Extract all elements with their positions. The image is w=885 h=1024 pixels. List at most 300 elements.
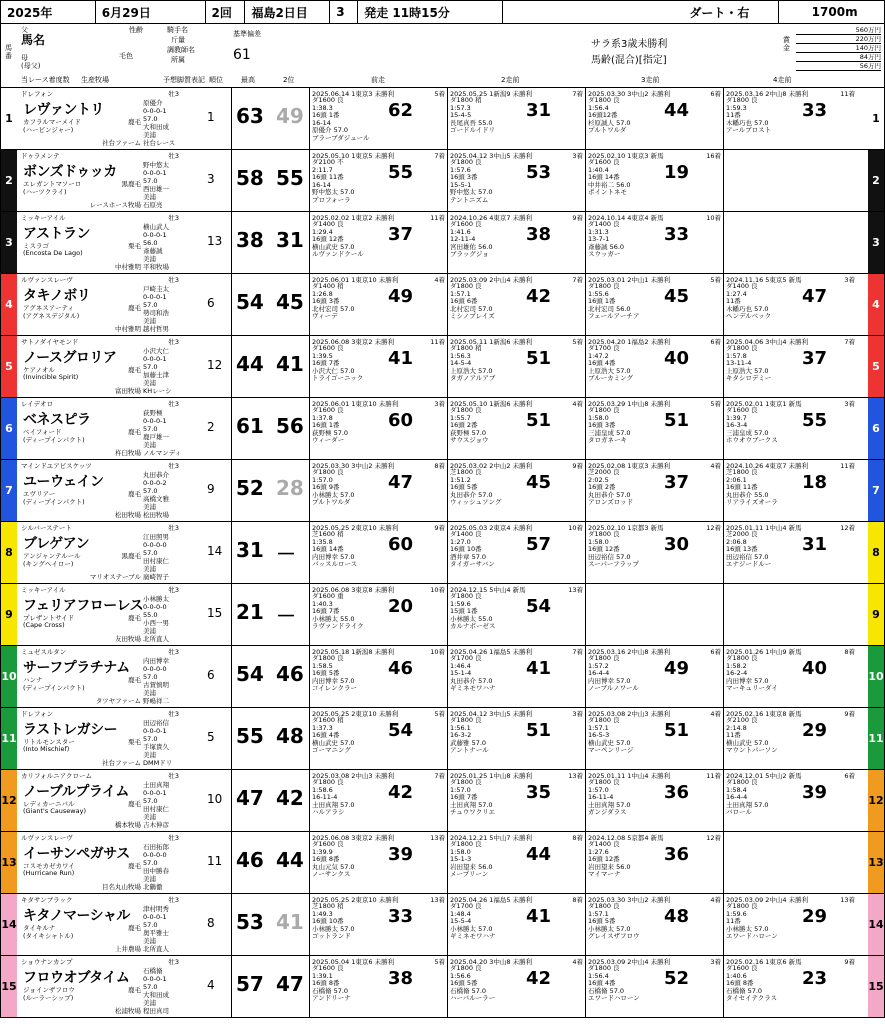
sex-age: 牡3: [168, 276, 179, 284]
race-info-line: 1:49.3: [312, 909, 333, 918]
race-info-line: 上原浩大 57.0: [450, 366, 493, 375]
dam: ベイフォード: [23, 428, 62, 436]
second-figure: 56: [276, 414, 304, 438]
horse-name[interactable]: イーサンペガサス: [23, 846, 130, 862]
race-info-line: メープリーン: [450, 870, 489, 878]
race-date: 2025.03.30 3中山2 未勝利: [312, 462, 395, 470]
post-time: 発走 11時15分: [358, 1, 503, 23]
race-info: [312, 779, 355, 817]
sire: ルヴァンスレーヴ: [21, 276, 73, 284]
horse-info: [19, 956, 181, 1017]
jockey-line: 0-0-0-0: [143, 665, 167, 673]
speed-figure: 60: [388, 534, 414, 555]
sire: ミュゼスルタン: [21, 648, 67, 656]
race-info-line: ダ1800 良: [726, 344, 758, 352]
race-info-line: ダ1800 良: [588, 96, 620, 104]
race-info-line: 13-11-4: [726, 359, 752, 367]
sex-age: 牡3: [168, 834, 179, 842]
prize-3: 140万円: [796, 44, 881, 53]
speed-figure: 49: [388, 286, 414, 307]
base-dev-label: 基準偏差: [233, 30, 261, 38]
horse-row: [0, 770, 885, 832]
jockey-line: 小林勝太: [143, 595, 169, 603]
horse-row: [0, 274, 885, 336]
jockey-line: 野中悠太: [143, 161, 169, 169]
race-date: 2025.05.25 2東京10 未勝利: [312, 524, 399, 532]
race-info-line: 16頭 11番: [312, 173, 344, 181]
sire: ドゥラメンテ: [21, 152, 60, 160]
speed-figure: 38: [388, 968, 414, 989]
race-info-line: 内田博幸 57.0: [312, 676, 355, 685]
date: 6月29日: [96, 1, 206, 23]
jockey-line: 美浦: [143, 751, 156, 759]
race-info-line: 斎藤誠 56.0: [588, 242, 625, 251]
speed-figure: 33: [802, 100, 828, 121]
race-info-line: 1:58.5: [312, 661, 333, 670]
jockey-line: 西田雄一: [143, 185, 169, 193]
jockey-line: 57.0: [143, 549, 158, 557]
race-info-line: 11番: [726, 297, 741, 305]
race-date: 2024.10.26 4東京7 未勝利: [726, 462, 809, 470]
race-info-line: ダ1600 良: [312, 840, 344, 848]
jockey-line: 0-0-0-1: [143, 913, 167, 921]
speed-figure: 23: [802, 968, 828, 989]
race-info-line: コイレンクラー: [312, 684, 358, 692]
speed-figure: 47: [802, 286, 828, 307]
race-info-line: 土田真翔 57.0: [726, 800, 769, 809]
coat-color: 鹿毛: [128, 366, 141, 374]
jockey-line: 高橋文雅: [143, 495, 169, 503]
race-info-line: 1:48.4: [450, 909, 471, 918]
damsire: (Invincible Spirit): [23, 373, 79, 381]
speed-figure: 57: [526, 534, 552, 555]
race-info-line: 16-11-4: [312, 793, 338, 801]
col-damsire: (母父): [21, 62, 41, 70]
race-info-line: 芝2000 良: [588, 468, 620, 476]
race-date: 2025.05.25 1新潟9 未勝利: [450, 90, 533, 98]
race-date: 2025.04.12 3中山5 未勝利: [450, 152, 533, 160]
speed-figure: 31: [802, 534, 828, 555]
race-info-line: ダ1700 良: [450, 654, 482, 662]
race-info-line: サウスジョウ: [450, 436, 489, 444]
race-info-line: 原優介 57.0: [312, 126, 349, 134]
jockey-line: 田中勝春: [143, 867, 169, 875]
jockey-line: 北所直人: [143, 635, 169, 643]
jockey-line: 勢司和浩: [143, 309, 169, 317]
horse-row: [0, 956, 885, 1018]
jockey-block: [143, 719, 181, 767]
jockey-line: 美浦: [143, 813, 156, 821]
race-info-line: 小林勝太 57.0: [726, 924, 769, 933]
horse-name[interactable]: フロウオブタイム: [23, 970, 130, 986]
race-info-line: 14-5-4: [450, 359, 472, 367]
breeding-farm: レースホース牧場: [89, 201, 141, 209]
best-figure: 31: [236, 538, 264, 562]
damsire: (Into Mischief): [23, 745, 70, 753]
race-info-line: 1:35.8: [312, 537, 333, 546]
sex-age: 牡3: [168, 90, 179, 98]
best-figures: [231, 708, 309, 769]
coat-color: 鹿毛: [128, 676, 141, 684]
col-r3: 3走前: [641, 76, 660, 84]
race-info-line: 芝1600 稍: [312, 530, 344, 538]
race-info: [726, 779, 769, 817]
jockey-line: 丸田恭介: [143, 471, 169, 479]
race-info-line: 木幡巧也 57.0: [726, 118, 769, 127]
race-info-line: 酒井章 57.0: [450, 552, 487, 561]
race-finish: 9着: [844, 958, 855, 966]
race-finish: 7着: [572, 276, 583, 284]
col-r1: 前走: [371, 76, 385, 84]
speed-figure: 29: [802, 906, 828, 927]
race-info-line: ダ1800 良: [312, 654, 344, 662]
race-info-line: 1:58.0: [588, 537, 609, 546]
race-info-line: 岩田望来 56.0: [450, 862, 493, 871]
jockey-block: [143, 471, 181, 519]
prize-label: 賞金: [783, 36, 790, 52]
race-info-line: ラヴァンドライク: [312, 622, 364, 630]
race-info: [450, 283, 495, 321]
past-race-3: [585, 398, 723, 459]
race-info-line: 芝2000 良: [726, 530, 758, 538]
past-race-1: [309, 150, 447, 211]
race-date: 2025.05.10 1新潟6 未勝利: [450, 400, 533, 408]
race-info-line: 16頭 5番: [588, 917, 616, 925]
jockey-block: [143, 223, 181, 271]
race-info: [588, 965, 640, 1003]
race-info: [450, 469, 501, 507]
horse-name[interactable]: ユーウェイン: [23, 474, 104, 490]
race-info-line: ダ1600 良: [726, 964, 758, 972]
race-date: 2025.05.03 2東京4 未勝利: [450, 524, 533, 532]
race-info-line: ゴットランド: [312, 932, 351, 940]
race-info-line: 13-7-1: [588, 235, 610, 243]
race-info-line: ポイントネモ: [588, 188, 627, 196]
race-info-line: 1:57.8: [726, 351, 747, 360]
horse-name[interactable]: サーフプラチナム: [23, 660, 130, 676]
horse-number-right: 11: [868, 708, 884, 769]
race-info-line: 15-1-4: [450, 669, 472, 677]
race-info: [312, 655, 357, 693]
coat-color: 鹿毛: [128, 924, 141, 932]
race-date: 2025.05.25 2東京10 未勝利: [312, 710, 399, 718]
kai: 2回: [206, 1, 246, 23]
race-info-line: ダ1600 良: [588, 158, 620, 166]
race-info-line: 16頭 9番: [312, 483, 340, 491]
race-info-line: ギミネモワハナ: [450, 684, 496, 692]
jockey-line: 美浦: [143, 193, 156, 201]
horse-name[interactable]: キタノマーシャル: [23, 908, 130, 924]
past-race-2: [447, 398, 585, 459]
horse-info: [19, 274, 181, 335]
race-info-line: 1:56.4: [588, 103, 609, 112]
race-info-line: 11番: [726, 917, 741, 925]
race-info-line: ダ1800 良: [588, 778, 620, 786]
race-info-line: アロンズロッド: [588, 498, 634, 506]
race-info-line: リアライズオーラ: [726, 498, 778, 506]
past-race-4: [723, 398, 857, 459]
race-date: 2025.03.30 3中山2 未勝利: [588, 90, 671, 98]
best-figures: [231, 584, 309, 645]
jockey-line: 美浦: [143, 379, 156, 387]
horse-name[interactable]: ボンズドゥッカ: [23, 164, 117, 180]
rank: 13: [207, 234, 223, 248]
horse-name[interactable]: ノーブルプライム: [23, 784, 129, 800]
race-info-line: 12-11-4: [450, 235, 476, 243]
race-info-line: ダ1600 重: [312, 592, 344, 600]
race-info-line: スウッガー: [588, 250, 621, 258]
damsire: (タイキシャトル): [23, 932, 74, 940]
race-finish: 5着: [710, 400, 721, 408]
race-info-line: 2:14.8: [726, 723, 747, 732]
past-race-2: [447, 894, 585, 955]
jockey-line: 松田牧場: [143, 511, 169, 519]
col-name: 馬名: [21, 33, 46, 47]
race-info-line: ダ1800 良: [450, 592, 482, 600]
jockey-line: 手塚貴久: [143, 743, 169, 751]
race-info-line: ダ1400 良: [588, 840, 620, 848]
jockey-line: 北所直人: [143, 945, 169, 953]
horse-name[interactable]: レヴァントリ: [23, 102, 104, 118]
race-info-line: 三浦皇成 57.0: [588, 428, 631, 437]
speed-figure: 42: [388, 782, 414, 803]
race-info-line: ダ1600 良: [726, 406, 758, 414]
race-date: 2025.06.14 1東京3 未勝利: [312, 90, 395, 98]
jockey-line: 0-0-0-1: [143, 231, 167, 239]
race-info-line: 16頭 1番: [312, 421, 340, 429]
jockey-line: 57.0: [143, 921, 158, 929]
jockey-line: 0-0-0-2: [143, 479, 167, 487]
col-style: 予想脚質表記: [163, 76, 205, 84]
race-finish: 3着: [844, 276, 855, 284]
breeding-farm: 社台ファーム: [102, 139, 141, 147]
race-info-line: ブラッグジョ: [450, 250, 489, 258]
jockey-block: [143, 657, 181, 705]
jockey-line: 57.0: [143, 983, 158, 991]
horse-name[interactable]: ノースグロリア: [23, 350, 117, 366]
race-finish: 4着: [572, 400, 583, 408]
past-race-4: [723, 522, 857, 583]
second-figure: 47: [276, 972, 304, 996]
breeding-farm: 富田牧場: [115, 387, 141, 395]
jockey-line: 0-0-0-0: [143, 541, 167, 549]
best-figures: [231, 336, 309, 397]
race-finish: 8着: [572, 896, 583, 904]
jockey-line: 原優介: [143, 99, 163, 107]
race-date: 2025.02.02 1東京2 未勝利: [312, 214, 395, 222]
jockey-line: 美浦: [143, 565, 156, 573]
race-info-line: 16頭 2番: [588, 483, 616, 491]
race-info-line: グレイスザフロウ: [588, 932, 640, 940]
damsire: (アグネスデジタル): [23, 312, 80, 320]
race-date: 2024.12.01 5中山2 新馬: [726, 772, 802, 780]
sire: レイデオロ: [21, 400, 54, 408]
race-info: [588, 469, 633, 507]
race-info: [726, 903, 778, 941]
race-info: [450, 841, 493, 879]
past-race-1: [309, 336, 447, 397]
race-info-line: チュウワクリエ: [450, 808, 496, 816]
race-info-line: 1:57.0: [588, 785, 609, 794]
race-info-line: 宮田雄佑 56.0: [450, 242, 493, 251]
race-info: [588, 779, 631, 817]
prize-list: [796, 26, 881, 71]
race-finish: 5着: [710, 276, 721, 284]
best-figures: [231, 522, 309, 583]
race-info-line: 三浦皇成 57.0: [726, 428, 769, 437]
race-info-line: 1:51.2: [450, 475, 471, 484]
best-figure: 44: [236, 352, 264, 376]
race-info-line: 1:57.0: [450, 785, 471, 794]
race-date: 2025.01.25 1中山8 未勝利: [450, 772, 533, 780]
col-sire: 父: [21, 26, 28, 34]
speed-figure: 37: [664, 472, 690, 493]
race-finish: 9着: [572, 462, 583, 470]
race-info-line: カルナボーゼス: [450, 622, 496, 630]
jockey-line: 大和田成: [143, 991, 169, 999]
past-race-4: [723, 956, 857, 1017]
race-finish: 7着: [844, 338, 855, 346]
race-info-line: 2:06.8: [726, 537, 747, 546]
race-info-line: 武藤雅 57.0: [450, 738, 487, 747]
race-info-line: 16頭 12番: [588, 855, 620, 863]
race-info-line: 荻野極 57.0: [450, 428, 487, 437]
horse-name[interactable]: ラストレガシー: [23, 722, 118, 738]
best-figure: 47: [236, 786, 264, 810]
race-info-line: 15-5-4: [450, 917, 472, 925]
race-info-line: 1:40.6: [726, 971, 747, 980]
jockey-line: 0-0-0-1: [143, 169, 167, 177]
race-info-line: 内田博幸 57.0: [588, 676, 631, 685]
race-date: 2025.03.01 2中山1 未勝利: [588, 276, 671, 284]
horse-name[interactable]: ブレゲアン: [23, 536, 90, 552]
past-race-4: [723, 212, 857, 273]
race-info-line: マイマーナ: [588, 870, 621, 878]
dam: カフラルマーメイド: [23, 118, 81, 126]
race-info-line: 長尾真吾 55.0: [450, 118, 493, 127]
jockey-block: [143, 99, 181, 147]
race-finish: 3着: [572, 710, 583, 718]
race-info: [450, 655, 496, 693]
jockey-line: 美浦: [143, 999, 156, 1007]
race-info-line: 15-5-1: [450, 180, 472, 189]
race-date: 2024.12.08 5京都4 新馬: [588, 834, 664, 842]
race-info-line: 1:37.8: [312, 413, 333, 422]
col-r4: 4走前: [773, 76, 792, 84]
horse-row: [0, 894, 885, 956]
breeding-farm: 中村雅明: [115, 263, 141, 271]
race-info-line: 1:38.3: [312, 103, 333, 112]
race-info-line: ダ1400 良: [726, 282, 758, 290]
race-info-line: タイセイテクラス: [726, 994, 778, 1002]
past-race-4: [723, 584, 857, 645]
col-r2: 2走前: [501, 76, 520, 84]
race-info-line: アンドリーナ: [312, 994, 351, 1002]
race-finish: 6着: [710, 338, 721, 346]
race-info-line: ダ1800 良: [726, 902, 758, 910]
past-race-1: [309, 274, 447, 335]
jockey-line: 57.0: [143, 797, 158, 805]
race-info-line: 16頭 1番: [312, 111, 340, 119]
race-info-line: ダ1800 良: [588, 530, 620, 538]
horse-name[interactable]: アストラン: [23, 226, 90, 242]
race-info-line: ヴィーデ: [312, 312, 338, 320]
horse-name[interactable]: ベネスピラ: [23, 412, 91, 428]
race-info-line: ダ1800 良: [450, 158, 482, 166]
horse-row: [0, 708, 885, 770]
race-date: 2025.03.29 1中山8 未勝利: [588, 400, 671, 408]
speed-figure: 20: [388, 596, 414, 617]
horse-name[interactable]: タキノボリ: [23, 288, 91, 304]
best-figure: 57: [236, 972, 264, 996]
jockey-line: 57.0: [143, 363, 158, 371]
speed-figure: 30: [664, 534, 690, 555]
race-info-line: 16頭 4番: [588, 359, 616, 367]
race-info-line: 1:57.1: [450, 289, 471, 298]
race-info-line: 石橋脩 57.0: [588, 986, 625, 995]
race-info-line: ダ1600 良: [450, 220, 482, 228]
race-info: [450, 779, 495, 817]
coat-color: 黒鹿毛: [121, 180, 141, 188]
race-finish: 13着: [430, 896, 445, 904]
horse-row: [0, 212, 885, 274]
race-info-line: ミシノプレイズ: [450, 312, 495, 320]
past-race-2: [447, 522, 585, 583]
best-figure: 61: [236, 414, 264, 438]
race-info-line: 16-3-2: [450, 731, 472, 739]
race-info-line: ダ1400 稍: [312, 282, 344, 290]
jockey-block: [143, 843, 181, 891]
race-info-line: ダ1800 良: [588, 406, 620, 414]
race-info-line: ダ1400 良: [588, 220, 620, 228]
rank: 6: [207, 296, 215, 310]
jockey-line: 57.0: [143, 301, 158, 309]
race-date: 2025.01.11 1中山4 未勝利: [588, 772, 671, 780]
past-race-4: [723, 88, 857, 149]
jockey-line: 0-0-0-1: [143, 975, 167, 983]
jockey-line: 美浦: [143, 255, 156, 263]
rank: 12: [207, 358, 223, 372]
coat-color: 鹿毛: [128, 490, 141, 498]
best-figures: [231, 646, 309, 707]
race-date: 2025.02.01 1東京1 新馬: [726, 400, 802, 408]
horse-name[interactable]: フェリアフローレス: [23, 598, 144, 614]
race-info: [726, 531, 771, 569]
col-owner: 所属: [171, 56, 185, 64]
past-race-2: [447, 770, 585, 831]
speed-figure: 42: [526, 286, 552, 307]
jockey-line: 0-0-0-1: [143, 293, 167, 301]
race-info-line: 1:39.1: [312, 971, 333, 980]
race-info-line: 内田博幸 57.0: [726, 676, 769, 685]
race-info: [726, 283, 771, 321]
speed-figure: 51: [664, 410, 690, 431]
jockey-line: 57.0: [143, 425, 158, 433]
speed-figure: 37: [802, 348, 828, 369]
race-info-line: 16頭 8番: [312, 979, 340, 987]
race-info-line: 小林勝太 57.0: [312, 924, 355, 933]
past-race-3: [585, 894, 723, 955]
race-info: [312, 345, 363, 383]
horse-number-right: 13: [868, 832, 884, 893]
race-date: 2025.04.12 3中山5 未勝利: [450, 710, 533, 718]
past-race-2: [447, 832, 585, 893]
race-info: [588, 283, 639, 321]
best-figures: [231, 770, 309, 831]
race-info-line: ハーバルーラー: [450, 994, 496, 1002]
horse-number-left: 3: [1, 212, 17, 273]
race-date: 2025.06.08 3東京8 未勝利: [312, 586, 395, 594]
